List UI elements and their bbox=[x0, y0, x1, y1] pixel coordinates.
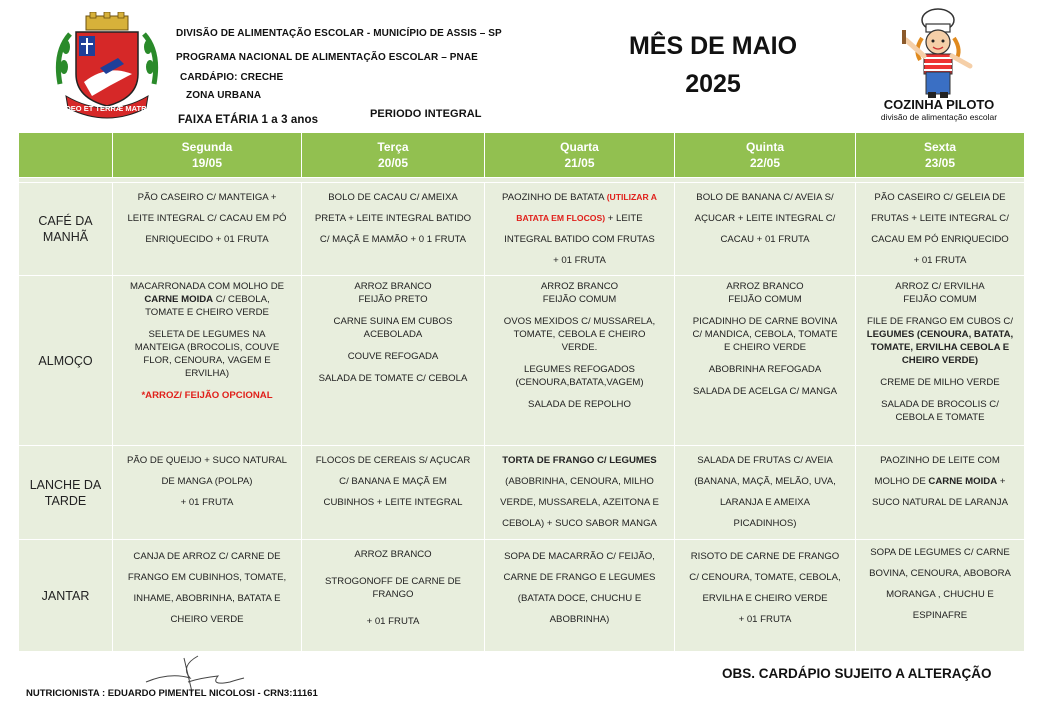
weekly-menu-table bbox=[18, 132, 1025, 652]
cell-snack-wednesday: TORTA DE FRANGO C/ LEGUMES (ABOBRINHA, CENOURA, MILHO VERDE, MUSSARELA, AZEITONA E CEBOLA) + SUCO SABOR MANGA bbox=[485, 446, 675, 540]
day-header-friday: Sexta 23/05 bbox=[856, 133, 1025, 178]
day-header-tuesday: Terça 20/05 bbox=[302, 133, 485, 178]
cell-lunch-thursday: ARROZ BRANCO FEIJÃO COMUM PICADINHO DE CARNE BOVINA C/ MANDICA, CEBOLA, TOMATE E CHEIRO VERDE ABOBRINHA REFOGADA SALADA DE ACELGA C/ MANGA bbox=[675, 276, 856, 446]
meal-row-breakfast bbox=[19, 183, 1025, 276]
cell-dinner-friday: SOPA DE LEGUMES C/ CARNE BOVINA, CENOURA, ABOBORA MORANGA , CHUCHU E ESPINAFRE bbox=[856, 540, 1025, 652]
cell-breakfast-friday: PÃO CASEIRO C/ GELEIA DE FRUTAS + LEITE INTEGRAL C/ CACAU EM PÓ ENRIQUECIDO + 01 FRUTA bbox=[856, 183, 1025, 276]
cell-snack-thursday: SALADA DE FRUTAS C/ AVEIA (BANANA, MAÇÃ, MELÃO, UVA, LARANJA E AMEIXA PICADINHOS) bbox=[675, 446, 856, 540]
cell-lunch-wednesday: ARROZ BRANCO FEIJÃO COMUM OVOS MEXIDOS C/ MUSSARELA, TOMATE, CEBOLA E CHEIRO VERDE. LEGUMES REFOGADOS (CENOURA,BATATA,VAGEM) SALADA DE REPOLHO bbox=[485, 276, 675, 446]
meal-row-dinner bbox=[19, 540, 1025, 652]
nutritionist-credit: NUTRICIONISTA : EDUARDO PIMENTEL NICOLOSI - CRN3:11161 bbox=[26, 688, 318, 699]
cell-dinner-tuesday: ARROZ BRANCO STROGONOFF DE CARNE DE FRANGO + 01 FRUTA bbox=[302, 540, 485, 652]
cell-lunch-tuesday: ARROZ BRANCO FEIJÃO PRETO CARNE SUINA EM CUBOS ACEBOLADA COUVE REFOGADA SALADA DE TOMATE C/ CEBOLA bbox=[302, 276, 485, 446]
cell-lunch-friday: ARROZ C/ ERVILHA FEIJÃO COMUM FILE DE FRANGO EM CUBOS C/ LEGUMES (CENOURA, BATATA, TOMATE, ERVILHA CEBOLA E CHEIRO VERDE) CREME DE MILHO VERDE SALADA DE BROCOLIS C/ CEBOLA E TOMATE bbox=[856, 276, 1025, 446]
mascot-subtitle: divisão de alimentação escolar bbox=[880, 112, 998, 122]
meal-label-afternoon-snack: LANCHE DA TARDE bbox=[19, 446, 113, 540]
cell-snack-friday: PAOZINHO DE LEITE COM MOLHO DE CARNE MOIDA + SUCO NATURAL DE LARANJA bbox=[856, 446, 1025, 540]
cell-dinner-monday: CANJA DE ARROZ C/ CARNE DE FRANGO EM CUBINHOS, TOMATE, INHAME, ABOBRINHA, BATATA E CHEIRO VERDE bbox=[113, 540, 302, 652]
division-title: DIVISÃO DE ALIMENTAÇÃO ESCOLAR - MUNICÍPIO DE ASSIS – SP bbox=[176, 28, 502, 39]
cell-lunch-monday: MACARRONADA COM MOLHO DE CARNE MOIDA C/ CEBOLA, TOMATE E CHEIRO VERDE SELETA DE LEGUMES NA MANTEIGA (BROCOLIS, COUVE FLOR, CENOURA, VAGEM E ERVILHA) *ARROZ/ FEIJÃO OPCIONAL bbox=[113, 276, 302, 446]
meal-row-afternoon-snack bbox=[19, 446, 1025, 540]
svg-text:DEO ET TERRÆ MATRI: DEO ET TERRÆ MATRI bbox=[65, 104, 149, 113]
menu-type: CARDÁPIO: CRECHE bbox=[180, 72, 284, 83]
meal-label-lunch: ALMOÇO bbox=[19, 276, 113, 446]
municipal-crest-logo bbox=[52, 12, 162, 122]
year-title: 2025 bbox=[685, 70, 741, 98]
cell-dinner-wednesday: SOPA DE MACARRÃO C/ FEIJÃO, CARNE DE FRANGO E LEGUMES (BATATA DOCE, CHUCHU E ABOBRINHA) bbox=[485, 540, 675, 652]
program-title: PROGRAMA NACIONAL DE ALIMENTAÇÃO ESCOLAR – PNAE bbox=[176, 52, 478, 63]
mascot-name: COZINHA PILOTO bbox=[883, 97, 995, 112]
cell-breakfast-tuesday: BOLO DE CACAU C/ AMEIXA PRETA + LEITE INTEGRAL BATIDO C/ MAÇÃ E MAMÃO + 0 1 FRUTA bbox=[302, 183, 485, 276]
cell-breakfast-monday: PÃO CASEIRO C/ MANTEIGA + LEITE INTEGRAL C/ CACAU EM PÓ ENRIQUECIDO + 01 FRUTA bbox=[113, 183, 302, 276]
cell-breakfast-thursday: BOLO DE BANANA C/ AVEIA S/ AÇUCAR + LEITE INTEGRAL C/ CACAU + 01 FRUTA bbox=[675, 183, 856, 276]
cell-snack-tuesday: FLOCOS DE CEREAIS S/ AÇUCAR C/ BANANA E MAÇÃ EM CUBINHOS + LEITE INTEGRAL bbox=[302, 446, 485, 540]
meal-row-lunch bbox=[19, 276, 1025, 446]
menu-subject-to-change-note: OBS. CARDÁPIO SUJEITO A ALTERAÇÃO bbox=[722, 666, 992, 681]
corner-cell bbox=[19, 133, 113, 178]
cell-snack-monday: PÃO DE QUEIJO + SUCO NATURAL DE MANGA (POLPA) + 01 FRUTA bbox=[113, 446, 302, 540]
zone-label: ZONA URBANA bbox=[186, 90, 262, 101]
meal-label-dinner: JANTAR bbox=[19, 540, 113, 652]
age-range-label: FAIXA ETÁRIA 1 a 3 anos bbox=[178, 114, 319, 126]
cell-breakfast-wednesday: PAOZINHO DE BATATA (UTILIZAR A BATATA EM FLOCOS) + LEITE INTEGRAL BATIDO COM FRUTAS + 01 FRUTA bbox=[485, 183, 675, 276]
cell-dinner-thursday: RISOTO DE CARNE DE FRANGO C/ CENOURA, TOMATE, CEBOLA, ERVILHA E CHEIRO VERDE + 01 FRUTA bbox=[675, 540, 856, 652]
month-title: MÊS DE MAIO bbox=[628, 32, 798, 60]
day-header-thursday: Quinta 22/05 bbox=[675, 133, 856, 178]
day-header-row bbox=[19, 133, 1025, 178]
period-label: PERIODO INTEGRAL bbox=[370, 108, 482, 120]
day-header-monday: Segunda 19/05 bbox=[113, 133, 302, 178]
day-header-wednesday: Quarta 21/05 bbox=[485, 133, 675, 178]
meal-label-breakfast: CAFÉ DA MANHÃ bbox=[19, 183, 113, 276]
